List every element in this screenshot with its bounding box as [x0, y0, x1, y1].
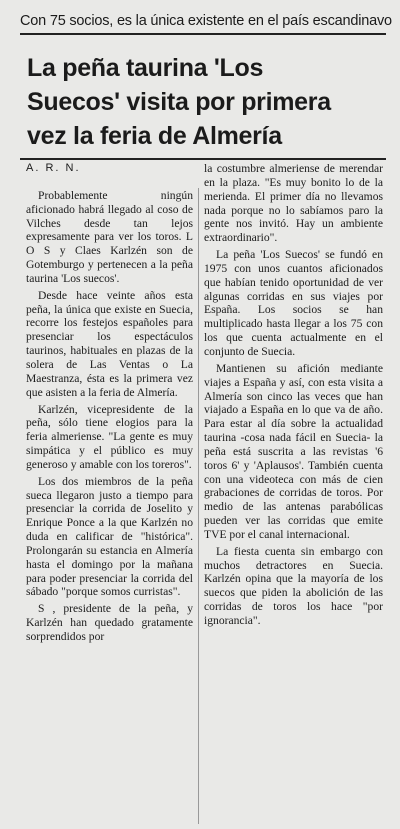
headline: [27, 51, 395, 153]
paragraph: la costumbre almeriense de merendar en la plaza. "Es muy bonito lo de la merienda. El primer día no llevamos nada porque no lo sabíamos paro la gente nos invitó. Hay un ambiente extraordinario".: [204, 162, 383, 245]
paragraph: Desde hace veinte años esta peña, la única que existe en Suecia, recorre los festejos españoles para presenciar los espectáculos taurinos, habituales en plazas de la solera de Las Ventas o La Maestranza, ésta es la primera vez que asisten a la feria de Almería.: [26, 288, 193, 399]
paragraph: Karlzén, vicepresidente de la peña, sólo tiene elogios para la feria almeriense. "La gente es muy simpática y el público es muy generoso y amable con los toreros".: [26, 402, 193, 471]
top-rule: [20, 33, 386, 35]
headline-rule: [20, 158, 386, 160]
paragraph: Probablemente ningún aficionado habrá llegado al coso de Vilches desde tan lejos expresamente para ver los toros. L O S y Claes Karlzén son de Gotemburgo y pertenecen a la peña taurina 'Los suecos'.: [26, 188, 193, 285]
right-column: [204, 162, 383, 631]
column-divider: [198, 188, 199, 824]
headline-line: La peña taurina 'Los: [27, 54, 264, 82]
left-column: [26, 162, 193, 647]
kicker: Con 75 socios, es la única existente en el país escandinavo: [20, 13, 392, 29]
paragraph: La peña 'Los Suecos' se fundó en 1975 con unos cuantos aficionados que habían tenido oportunidad de ver algunas corridas en sus viajes por España. Los socios se han multiplicado hasta llegar a los 75 con los que cuenta actualmente en el conjunto de Suecia.: [204, 248, 383, 358]
paragraph: La fiesta cuenta sin embargo con muchos detractores en Suecia. Karlzén opina que la mayoría de los suecos que piden la abolición de las corridas de toros los hace "por ignorancia".: [204, 544, 383, 627]
paragraph: S , presidente de la peña, y Karlzén han quedado gratamente sorprendidos por: [26, 602, 193, 643]
paragraph: Mantienen su afición mediante viajes a España y así, con esta visita a Almería son cinco las veces que han viajado a España en lo que va de año. Para estar al día sobre la actualidad taurina -cosa nada fácil en Suecia- la peña está suscrita a las revistas '6 toros 6' y 'Aplausos'. También cuenta con una videoteca con más de cien grabaciones de corridas de toros. Por medio de las antenas parabólicas pueden ver las corridas que emite TVE por el canal internacional.: [204, 361, 383, 541]
paragraph: Los dos miembros de la peña sueca llegaron justo a tiempo para presenciar la corrida de Joselito y Enrique Ponce a la que Karlzén no duda en calificar de "histórica". Prolongarán su estancia en Almería hasta el domingo por la mañana para poder presenciar la corrida del sábado "porque somos curristas".: [26, 474, 193, 599]
byline: A. R. N.: [26, 162, 81, 174]
headline-line: vez la feria de Almería: [27, 122, 282, 150]
headline-line: Suecos' visita por primera: [27, 88, 331, 116]
